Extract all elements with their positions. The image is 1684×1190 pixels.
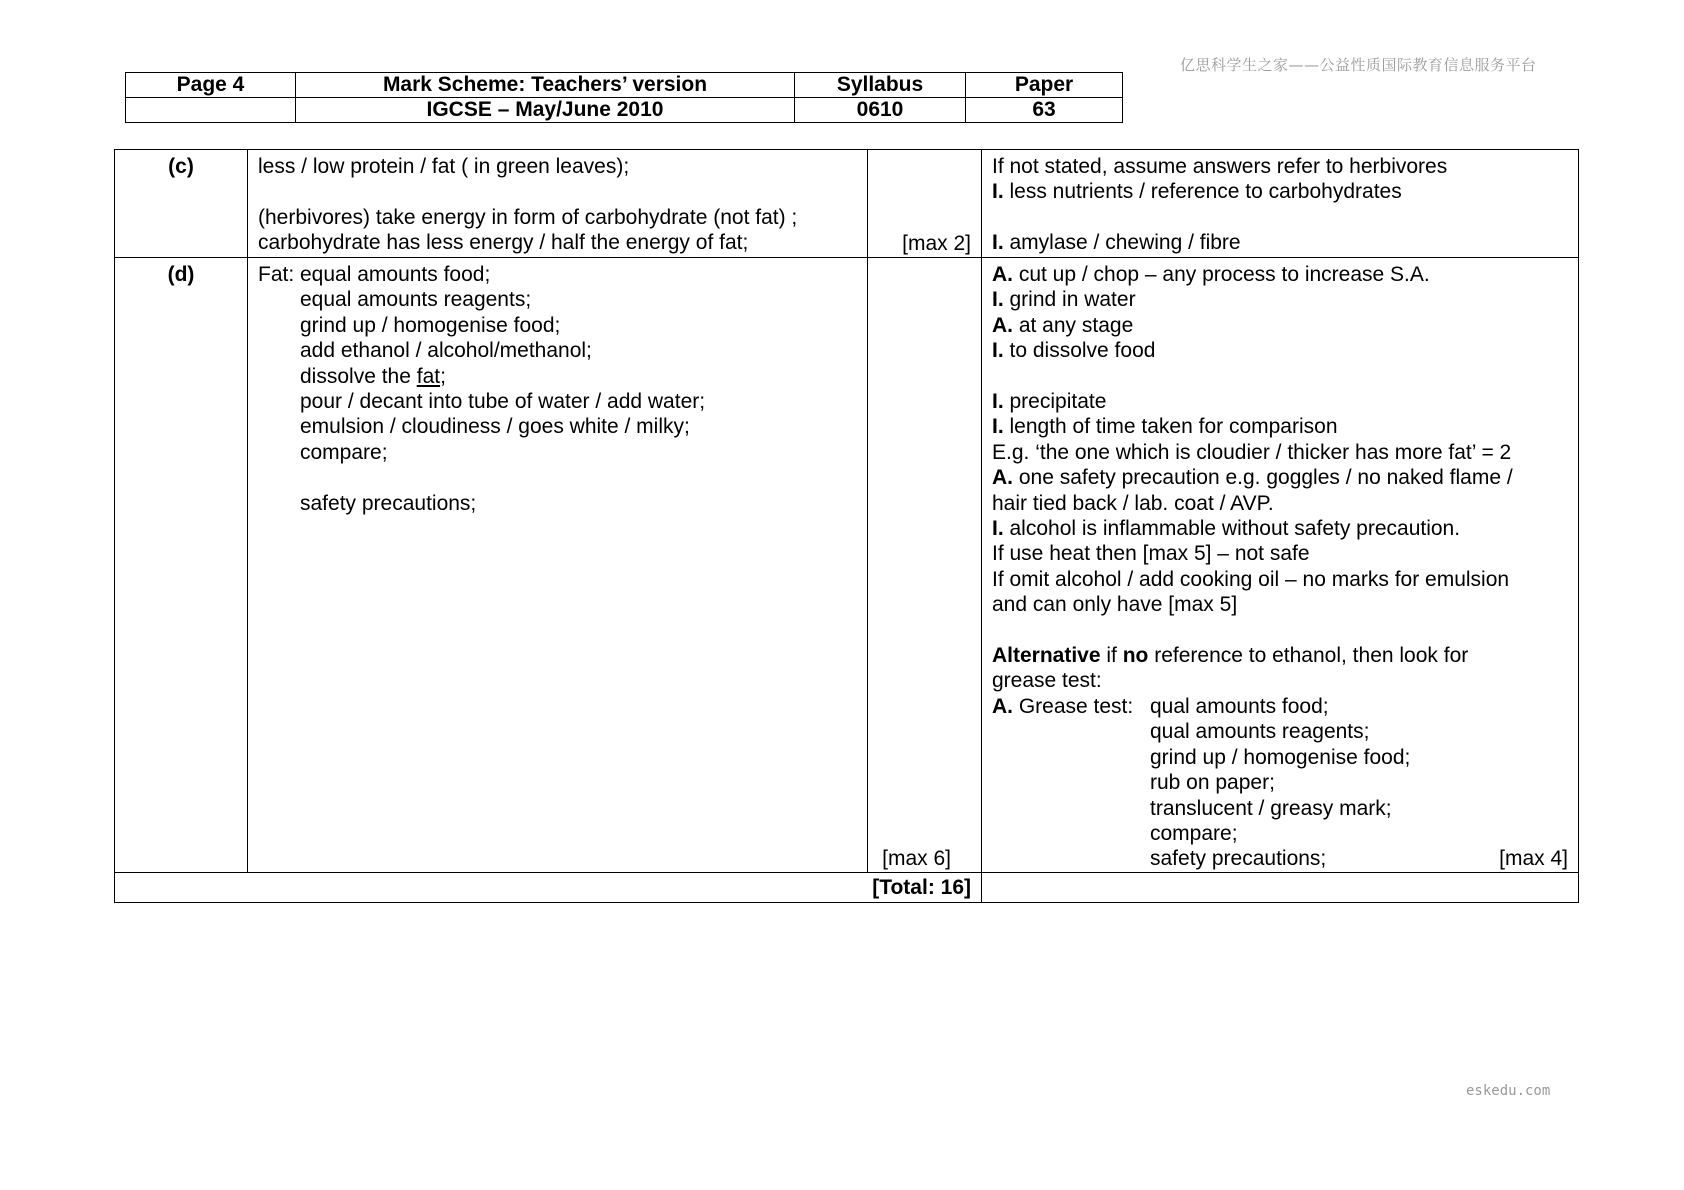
- guidance-line: and can only have [max 5]: [992, 593, 1238, 617]
- header-empty-cell: [126, 98, 296, 123]
- max-mark: [max 6]: [882, 846, 951, 870]
- guidance-line: A. cut up / chop – any process to increase S.A.: [992, 263, 1430, 286]
- grease-test-line: compare;: [1150, 821, 1238, 845]
- mark-cell: [868, 150, 982, 258]
- grease-test-line: A. Grease test: qual amounts food;: [992, 694, 1329, 718]
- max-mark: [max 2]: [902, 231, 971, 255]
- answer-line: (herbivores) take energy in form of carbohydrate (not fat) ;: [258, 205, 798, 229]
- answer-line: carbohydrate has less energy / half the energy of fat;: [258, 231, 749, 255]
- grease-test-line: safety precautions; [max 4]: [1150, 847, 1568, 871]
- guidance-line: If not stated, assume answers refer to herbivores: [992, 155, 1448, 178]
- guidance-line: E.g. ‘the one which is cloudier / thicker has more fat’ = 2: [992, 440, 1512, 464]
- answer-line: less / low protein / fat ( in green leaves);: [258, 155, 630, 178]
- paper-number: 63: [966, 98, 1123, 123]
- guidance-cell: [982, 258, 1579, 873]
- mark-cell: [868, 258, 982, 873]
- guidance-line: I. to dissolve food: [992, 339, 1156, 363]
- document-title: Mark Scheme: Teachers’ version: [296, 73, 795, 98]
- header-table: [125, 72, 1123, 123]
- question-number: (d): [115, 258, 248, 873]
- total-empty-cell: [982, 873, 1579, 903]
- total-row: [115, 873, 1579, 903]
- answer-line: emulsion / cloudiness / goes white / milky;: [300, 415, 690, 439]
- guidance-line: A. at any stage: [992, 313, 1134, 337]
- answer-cell: [248, 258, 868, 873]
- guidance-line: I. precipitate: [992, 390, 1107, 414]
- exam-session: IGCSE – May/June 2010: [296, 98, 795, 123]
- page-number: Page 4: [126, 73, 296, 98]
- guidance-line: If use heat then [max 5] – not safe: [992, 542, 1310, 566]
- total-marks: [Total: 16]: [115, 873, 982, 903]
- answer-cell: [248, 150, 868, 258]
- question-row-d: [115, 258, 1579, 873]
- syllabus-code: 0610: [795, 98, 966, 123]
- question-number: (c): [115, 150, 248, 258]
- guidance-cell: [982, 150, 1579, 258]
- fat-label: Fat:: [258, 263, 295, 286]
- grease-test-line: grind up / homogenise food;: [1150, 745, 1411, 769]
- grease-test-line: qual amounts reagents;: [1150, 720, 1370, 744]
- guidance-line: I. grind in water: [992, 288, 1136, 312]
- guidance-line: If omit alcohol / add cooking oil – no marks for emulsion: [992, 567, 1510, 591]
- answer-line: grind up / homogenise food;: [300, 313, 561, 337]
- grease-max-mark: [max 4]: [1499, 847, 1568, 871]
- site-watermark: eskedu.com: [1466, 1083, 1551, 1099]
- guidance-line: hair tied back / lab. coat / AVP.: [992, 491, 1274, 515]
- guidance-line: A. one safety precaution e.g. goggles / no naked flame /: [992, 466, 1513, 490]
- guidance-line: I. less nutrients / reference to carbohydrates: [992, 180, 1402, 204]
- answer-line: equal amounts reagents;: [300, 288, 532, 312]
- guidance-line: I. alcohol is inflammable without safety precaution.: [992, 517, 1461, 541]
- guidance-line: I. length of time taken for comparison: [992, 415, 1338, 439]
- grease-test-line: rub on paper;: [1150, 771, 1275, 795]
- answer-line: compare;: [300, 440, 388, 464]
- answer-line: pour / decant into tube of water / add water;: [300, 390, 706, 414]
- answer-line: add ethanol / alcohol/methanol;: [300, 339, 592, 363]
- answer-line: Fat: equal amounts food;: [258, 263, 491, 286]
- grease-test-line: translucent / greasy mark;: [1150, 796, 1392, 820]
- answer-line: safety precautions;: [300, 491, 477, 515]
- guidance-line: grease test:: [992, 669, 1102, 693]
- paper-label: Paper: [966, 73, 1123, 98]
- question-row-c: [115, 150, 1579, 258]
- syllabus-label: Syllabus: [795, 73, 966, 98]
- guidance-line: I. amylase / chewing / fibre: [992, 231, 1241, 255]
- mark-scheme-table: [114, 149, 1579, 903]
- answer-line: dissolve the fat;: [300, 364, 446, 388]
- guidance-line: Alternative if no reference to ethanol, then look for: [992, 644, 1469, 668]
- watermark-text: 亿思科学生之家——公益性质国际教育信息服务平台: [1180, 56, 1537, 74]
- answer-line: [258, 179, 857, 204]
